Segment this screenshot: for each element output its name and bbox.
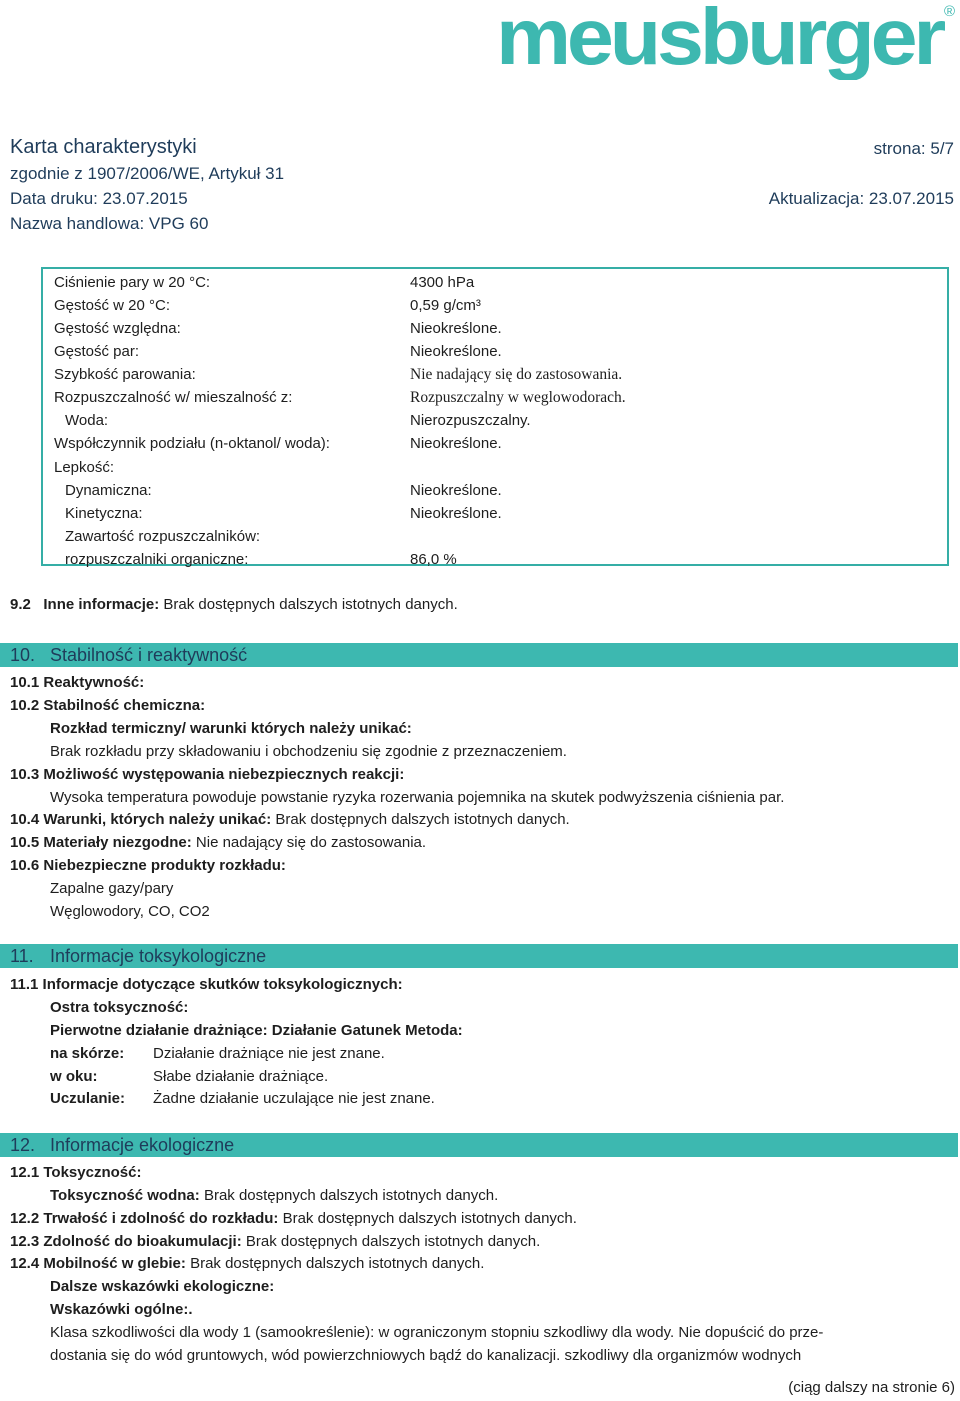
section-number: 9.2: [10, 596, 31, 613]
section-12-header: [0, 1133, 958, 1157]
section-title: Informacje toksykologiczne: [50, 946, 267, 966]
item-subheading: Pierwotne działanie drażniące: Działanie Gatunek Metoda:: [50, 1022, 463, 1039]
property-label: Zawartość rozpuszczalników:: [65, 528, 261, 545]
property-label: Gęstość w 20 °C:: [54, 297, 171, 314]
property-value: 0,59 g/cm³: [410, 297, 481, 314]
item-text: dostania się do wód gruntowych, wód powierzchniowych bądź do kanalizacji. szkodliwy dla organizmów wodnych: [50, 1347, 802, 1364]
item-10-2: [10, 696, 205, 716]
item-label: Toksyczność wodna:: [50, 1187, 200, 1204]
section-number: 10.: [10, 645, 36, 665]
item-number: 12.3: [10, 1233, 40, 1250]
item-label: Toksyczność:: [43, 1164, 142, 1181]
property-label: Gęstość par:: [54, 343, 140, 360]
table-row: [43, 317, 947, 340]
table-row: [43, 409, 947, 432]
item-subheading: Wskazówki ogólne:.: [50, 1301, 193, 1318]
meusburger-logo: [490, 0, 960, 80]
property-label: Kinetyczna:: [65, 505, 143, 522]
eye-label: w oku:: [50, 1068, 98, 1085]
item-10-5: [10, 833, 426, 853]
item-12-2: [10, 1209, 577, 1229]
property-value: Nieokreślone.: [410, 482, 502, 499]
item-number: 10.4: [10, 811, 40, 828]
table-row: [43, 502, 947, 525]
section-title: Informacje ekologiczne: [50, 1135, 235, 1155]
table-row: [43, 548, 947, 571]
item-number: 12.1: [10, 1164, 40, 1181]
item-12-3: [10, 1232, 540, 1252]
item-subheading: Rozkład termiczny/ warunki których należy unikać:: [50, 720, 412, 737]
item-10-3: [10, 765, 404, 785]
item-label: Warunki, których należy unikać:: [43, 811, 272, 828]
aquatic-toxicity: [50, 1186, 498, 1206]
section-10-header: [0, 643, 958, 667]
document-title: Karta charakterystyki: [10, 136, 197, 158]
table-row: [43, 363, 947, 386]
property-value: Nieokreślone.: [410, 320, 502, 337]
update-date: Aktualizacja: 23.07.2015: [768, 189, 954, 208]
logo-text: meusburger: [496, 0, 946, 80]
item-text: Brak dostępnych dalszych istotnych danych.: [245, 1233, 541, 1250]
item-number: 10.5: [10, 834, 40, 851]
section-number: 12.: [10, 1135, 36, 1155]
property-value: Nieokreślone.: [410, 435, 502, 452]
logo-registered: ®: [944, 3, 956, 20]
item-label: Mobilność w glebie:: [43, 1255, 186, 1272]
skin-text: Działanie drażniące nie jest znane.: [153, 1045, 385, 1062]
table-row: [43, 456, 947, 479]
property-label: Gęstość względna:: [54, 320, 181, 337]
item-10-4: [10, 810, 570, 830]
section-title: Stabilność i reaktywność: [50, 645, 248, 665]
continued-note: (ciąg dalszy na stronie 6): [788, 1379, 955, 1396]
item-text: Brak dostępnych dalszych istotnych danych.: [203, 1187, 499, 1204]
item-text: Brak rozkładu przy składowaniu i obchodzeniu się zgodnie z przeznaczeniem.: [50, 743, 567, 760]
table-row: [43, 294, 947, 317]
print-date: Data druku: 23.07.2015: [10, 189, 188, 208]
section-label: Inne informacje:: [43, 596, 160, 613]
item-text: Brak dostępnych dalszych istotnych danych.: [282, 1210, 577, 1227]
property-value: Rozpuszczalny w weglowodorach.: [410, 389, 626, 406]
item-number: 10.6: [10, 857, 40, 874]
item-text: Brak dostępnych dalszych istotnych danych.: [275, 811, 570, 828]
item-label: Materiały niezgodne:: [43, 834, 192, 851]
item-text: Wysoka temperatura powoduje powstanie ryzyka rozerwania pojemnika na skutek podwyższenia ciśnienia par.: [50, 789, 785, 806]
page-number: strona: 5/7: [873, 139, 954, 158]
item-label: Informacje dotyczące skutków toksykologicznych:: [42, 976, 403, 993]
skin-label: na skórze:: [50, 1045, 125, 1062]
section-text: Brak dostępnych dalszych istotnych danych.: [163, 596, 458, 613]
property-value: 4300 hPa: [410, 274, 475, 291]
item-label: Zdolność do bioakumulacji:: [43, 1233, 242, 1250]
property-label: rozpuszczalniki organiczne:: [65, 551, 249, 568]
eye-text: Słabe działanie drażniące.: [153, 1068, 329, 1085]
table-row: [43, 479, 947, 502]
property-value: Nie nadający się do zastosowania.: [410, 366, 623, 383]
table-row: [43, 340, 947, 363]
item-label: Niebezpieczne produkty rozkładu:: [43, 857, 286, 874]
item-subheading: Ostra toksyczność:: [50, 999, 189, 1016]
sensitization-label: Uczulanie:: [50, 1090, 126, 1107]
regulation: zgodnie z 1907/2006/WE, Artykuł 31: [10, 164, 285, 183]
property-value: 86,0 %: [410, 551, 457, 568]
property-value: Nierozpuszczalny.: [410, 412, 531, 429]
section-number: 11.: [10, 946, 34, 966]
table-row: [43, 271, 947, 294]
property-label: Lepkość:: [54, 459, 115, 476]
item-number: 10.3: [10, 766, 40, 783]
property-value: Nieokreślone.: [410, 505, 502, 522]
item-number: 12.2: [10, 1210, 40, 1227]
item-label: Stabilność chemiczna:: [43, 697, 206, 714]
list-item: Zapalne gazy/pary: [50, 880, 174, 897]
item-12-1: [10, 1163, 141, 1183]
item-number: 12.4: [10, 1255, 40, 1272]
item-number: 11.1: [10, 976, 39, 993]
item-number: 10.1: [10, 674, 40, 691]
property-label: Woda:: [65, 412, 109, 429]
item-label: Reaktywność:: [43, 674, 145, 691]
item-12-4: [10, 1254, 484, 1274]
trade-name: Nazwa handlowa: VPG 60: [10, 214, 209, 233]
table-row: [43, 432, 947, 455]
item-text: Brak dostępnych dalszych istotnych danych.: [190, 1255, 485, 1272]
item-number: 10.2: [10, 697, 40, 714]
section-9-2: [10, 595, 458, 615]
property-label: Dynamiczna:: [65, 482, 152, 499]
item-subheading: Dalsze wskazówki ekologiczne:: [50, 1278, 275, 1295]
section-11-header: [0, 944, 958, 968]
item-text: Nie nadający się do zastosowania.: [195, 834, 427, 851]
item-text: Klasa szkodliwości dla wody 1 (samookreślenie): w ograniczonym stopniu szkodliwy dla wody. Nie dopuścić do prze-: [50, 1324, 824, 1341]
table-row: [43, 525, 947, 548]
item-11-1: [10, 975, 403, 995]
list-item: Węglowodory, CO, CO2: [50, 903, 210, 920]
property-value: Nieokreślone.: [410, 343, 502, 360]
item-10-6: [10, 856, 286, 876]
property-label: Współczynnik podziału (n-oktanol/ woda):: [54, 435, 330, 452]
property-label: Szybkość parowania:: [54, 366, 196, 383]
physical-properties-table: [41, 267, 949, 566]
property-label: Ciśnienie pary w 20 °C:: [54, 274, 211, 291]
sensitization-text: Żadne działanie uczulające nie jest znane.: [153, 1090, 435, 1107]
item-label: Możliwość występowania niebezpiecznych reakcji:: [43, 766, 405, 783]
item-label: Trwałość i zdolność do rozkładu:: [43, 1210, 279, 1227]
property-label: Rozpuszczalność w/ mieszalność z:: [54, 389, 293, 406]
table-row: [43, 386, 947, 409]
item-10-1: [10, 673, 144, 693]
